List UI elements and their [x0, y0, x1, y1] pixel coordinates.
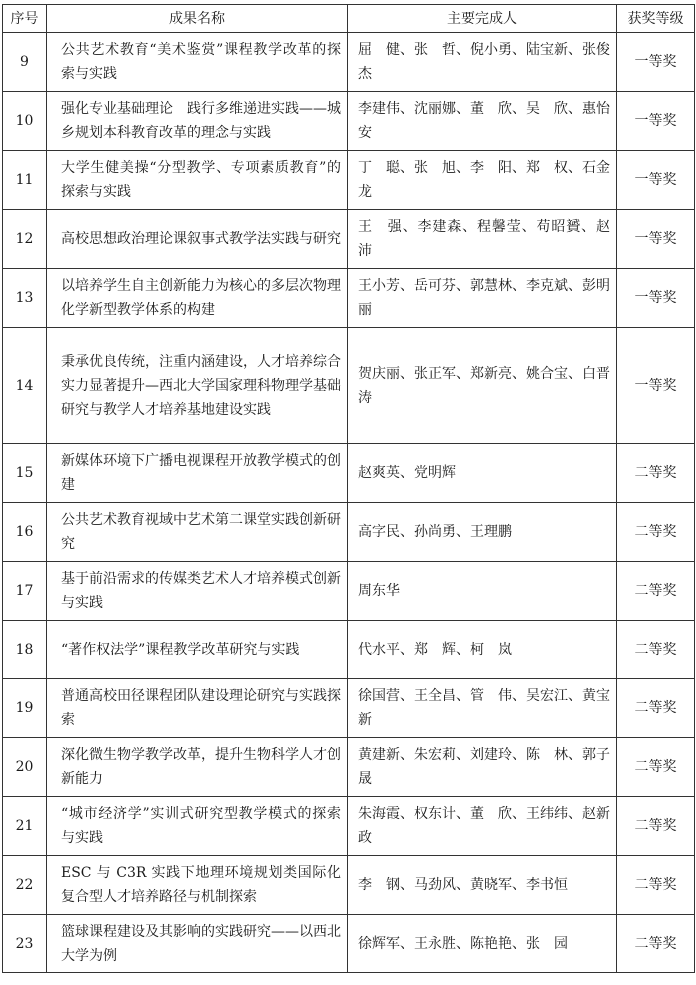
main-contributors: 赵爽英、党明辉	[348, 444, 617, 503]
row-number: 19	[3, 679, 47, 738]
main-contributors: 丁 聪、张 旭、李 阳、郑 权、石金龙	[348, 151, 617, 210]
table-row	[3, 33, 695, 92]
award-level: 一等奖	[617, 92, 695, 151]
header-row	[3, 5, 695, 33]
main-contributors: 王 强、李建森、程馨莹、苟昭贇、赵 沛	[348, 210, 617, 269]
table-row	[3, 621, 695, 679]
award-level: 一等奖	[617, 328, 695, 444]
main-contributors: 王小芳、岳可芬、郭慧林、李克斌、彭明丽	[348, 269, 617, 328]
award-level: 二等奖	[617, 856, 695, 915]
main-contributors: 代水平、郑 辉、柯 岚	[348, 621, 617, 679]
row-number: 22	[3, 856, 47, 915]
achievement-name: 新媒体环境下广播电视课程开放教学模式的创建	[47, 444, 348, 503]
table-row	[3, 738, 695, 797]
achievement-name: “城市经济学”实训式研究型教学模式的探索与实践	[47, 797, 348, 856]
table-row	[3, 92, 695, 151]
header-people: 主要完成人	[348, 5, 617, 33]
achievement-name: 高校思想政治理论课叙事式教学法实践与研究	[47, 210, 348, 269]
awards-table	[2, 4, 695, 973]
main-contributors: 李 钢、马劲风、黄晓军、李书恒	[348, 856, 617, 915]
table-row	[3, 562, 695, 621]
main-contributors: 徐国营、王全昌、管 伟、吴宏江、黄宝新	[348, 679, 617, 738]
award-level: 二等奖	[617, 738, 695, 797]
table-row	[3, 503, 695, 562]
achievement-name: 公共艺术教育“美术鉴赏”课程教学改革的探索与实践	[47, 33, 348, 92]
row-number: 9	[3, 33, 47, 92]
main-contributors: 周东华	[348, 562, 617, 621]
row-number: 12	[3, 210, 47, 269]
achievement-name: 基于前沿需求的传媒类艺术人才培养模式创新与实践	[47, 562, 348, 621]
table-row	[3, 151, 695, 210]
row-number: 14	[3, 328, 47, 444]
table-row	[3, 797, 695, 856]
main-contributors: 徐辉军、王永胜、陈艳艳、张 园	[348, 915, 617, 973]
award-level: 二等奖	[617, 444, 695, 503]
award-level: 二等奖	[617, 503, 695, 562]
award-level: 二等奖	[617, 797, 695, 856]
row-number: 21	[3, 797, 47, 856]
achievement-name: 秉承优良传统，注重内涵建设，人才培养综合实力显著提升—西北大学国家理科物理学基础研究与教学人才培养基地建设实践	[47, 328, 348, 444]
achievement-name: ESC 与 C3R 实践下地理环境规划类国际化复合型人才培养路径与机制探索	[47, 856, 348, 915]
table-row	[3, 210, 695, 269]
achievement-name: 以培养学生自主创新能力为核心的多层次物理化学新型教学体系的构建	[47, 269, 348, 328]
achievement-name: 深化微生物学教学改革，提升生物科学人才创新能力	[47, 738, 348, 797]
table-row	[3, 444, 695, 503]
row-number: 11	[3, 151, 47, 210]
row-number: 17	[3, 562, 47, 621]
achievement-name: 公共艺术教育视域中艺术第二课堂实践创新研究	[47, 503, 348, 562]
main-contributors: 黄建新、朱宏莉、刘建玲、陈 林、郭子晟	[348, 738, 617, 797]
table-row	[3, 269, 695, 328]
row-number: 15	[3, 444, 47, 503]
award-level: 一等奖	[617, 151, 695, 210]
table-row	[3, 856, 695, 915]
award-level: 二等奖	[617, 679, 695, 738]
main-contributors: 李建伟、沈丽娜、董 欣、吴 欣、惠怡安	[348, 92, 617, 151]
achievement-name: “著作权法学”课程教学改革研究与实践	[47, 621, 348, 679]
row-number: 18	[3, 621, 47, 679]
main-contributors: 朱海霞、权东计、董 欣、王纬纬、赵新政	[348, 797, 617, 856]
table-row	[3, 679, 695, 738]
row-number: 16	[3, 503, 47, 562]
row-number: 13	[3, 269, 47, 328]
header-num: 序号	[3, 5, 47, 33]
award-level: 二等奖	[617, 621, 695, 679]
header-name: 成果名称	[47, 5, 348, 33]
table-row	[3, 915, 695, 973]
header-level: 获奖等级	[617, 5, 695, 33]
award-level: 一等奖	[617, 269, 695, 328]
achievement-name: 强化专业基础理论 践行多维递进实践——城乡规划本科教育改革的理念与实践	[47, 92, 348, 151]
achievement-name: 普通高校田径课程团队建设理论研究与实践探索	[47, 679, 348, 738]
main-contributors: 屈 健、张 哲、倪小勇、陆宝新、张俊杰	[348, 33, 617, 92]
achievement-name: 篮球课程建设及其影响的实践研究——以西北大学为例	[47, 915, 348, 973]
row-number: 20	[3, 738, 47, 797]
achievement-name: 大学生健美操“分型教学、专项素质教育”的探索与实践	[47, 151, 348, 210]
main-contributors: 贺庆丽、张正军、郑新亮、姚合宝、白晋涛	[348, 328, 617, 444]
main-contributors: 高字民、孙尚勇、王理鹏	[348, 503, 617, 562]
row-number: 23	[3, 915, 47, 973]
award-level: 一等奖	[617, 33, 695, 92]
award-level: 二等奖	[617, 915, 695, 973]
table-row	[3, 328, 695, 444]
award-level: 一等奖	[617, 210, 695, 269]
row-number: 10	[3, 92, 47, 151]
award-level: 二等奖	[617, 562, 695, 621]
